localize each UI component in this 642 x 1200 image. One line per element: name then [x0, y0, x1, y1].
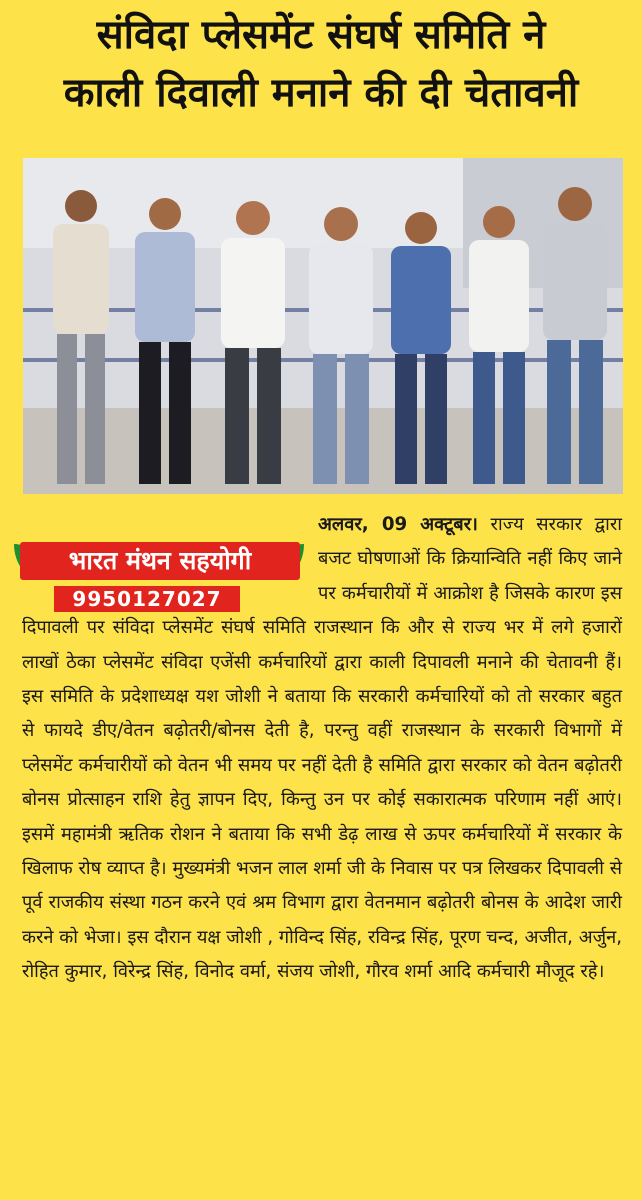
headline-line-2: काली दिवाली मनाने की दी चेतावनी: [63, 70, 579, 116]
headline-line-1: संविदा प्लेसमेंट संघर्ष समिति ने: [96, 12, 546, 58]
headline: [0, 6, 642, 122]
article: [22, 508, 622, 990]
dateline: अलवर, 09 अक्टूबर।: [318, 514, 478, 535]
logo-name: भारत मंथन सहयोगी: [20, 542, 300, 580]
logo-phone: 9950127027: [54, 586, 240, 612]
group-photo-illustration: [23, 158, 623, 494]
article-text: राज्य सरकार द्वारा बजट घोषणाओं कि क्रियान्विति नहीं किए जाने पर कर्मचारीयों में आक्रोश है जिसके कारण इस दिपावली पर संविदा प्लेसमेंट संघर्ष समिति राजस्थान कि और से राज्य भर में लगे हजारों लाखों ठेका प्लेसमेंट संविदा एजेंसी कर्मचारियों द्वारा काली दिपावली मनाने की चेतावनी हैं। इस समिति के प्रदेशाध्यक्ष यश जोशी ने बताया कि सरकारी कर्मचारियों को तो सरकार बहुत से फायदे डीए/वेतन बढ़ोतरी/बोनस देती है, परन्तु वहीं राजस्थान के सरकारी विभागों में प्लेसमेंट कर्मचारीयों को वेतन भी समय पर नहीं देती है समिति द्वारा सरकार को वेतन बढ़ोतरी बोनस प्रोत्साहन राशि हेतु ज्ञापन दिए, किन्तु उन पर कोई सकारात्मक परिणाम नहीं आएं। इसमें महामंत्री ऋतिक रोशन ने बताया कि सभी डेढ़ लाख से ऊपर कर्मचारियों में सरकार के खिलाफ रोष व्याप्त है। मुख्यमंत्री भजन लाल शर्मा जी के निवास पर पत्र लिखकर दिपावली से पूर्व राजकीय संस्था गठन करने एवं श्रम विभाग द्वारा वेतनमान बढ़ोतरी बोनस के आदेश जारी करने को भेजा। इस दौरान यक्ष जोशी , गोविन्द सिंह, रविन्द्र सिंह, पूरण चन्द, अजीत, अर्जुन, रोहित कुमार, विरेन्द्र सिंह, विनोद वर्मा, संजय जोशी, गौरव शर्मा आदि कर्मचारी मौजूद रहे।: [22, 514, 622, 983]
publication-logo: [14, 508, 300, 611]
group-photo: [23, 158, 623, 494]
